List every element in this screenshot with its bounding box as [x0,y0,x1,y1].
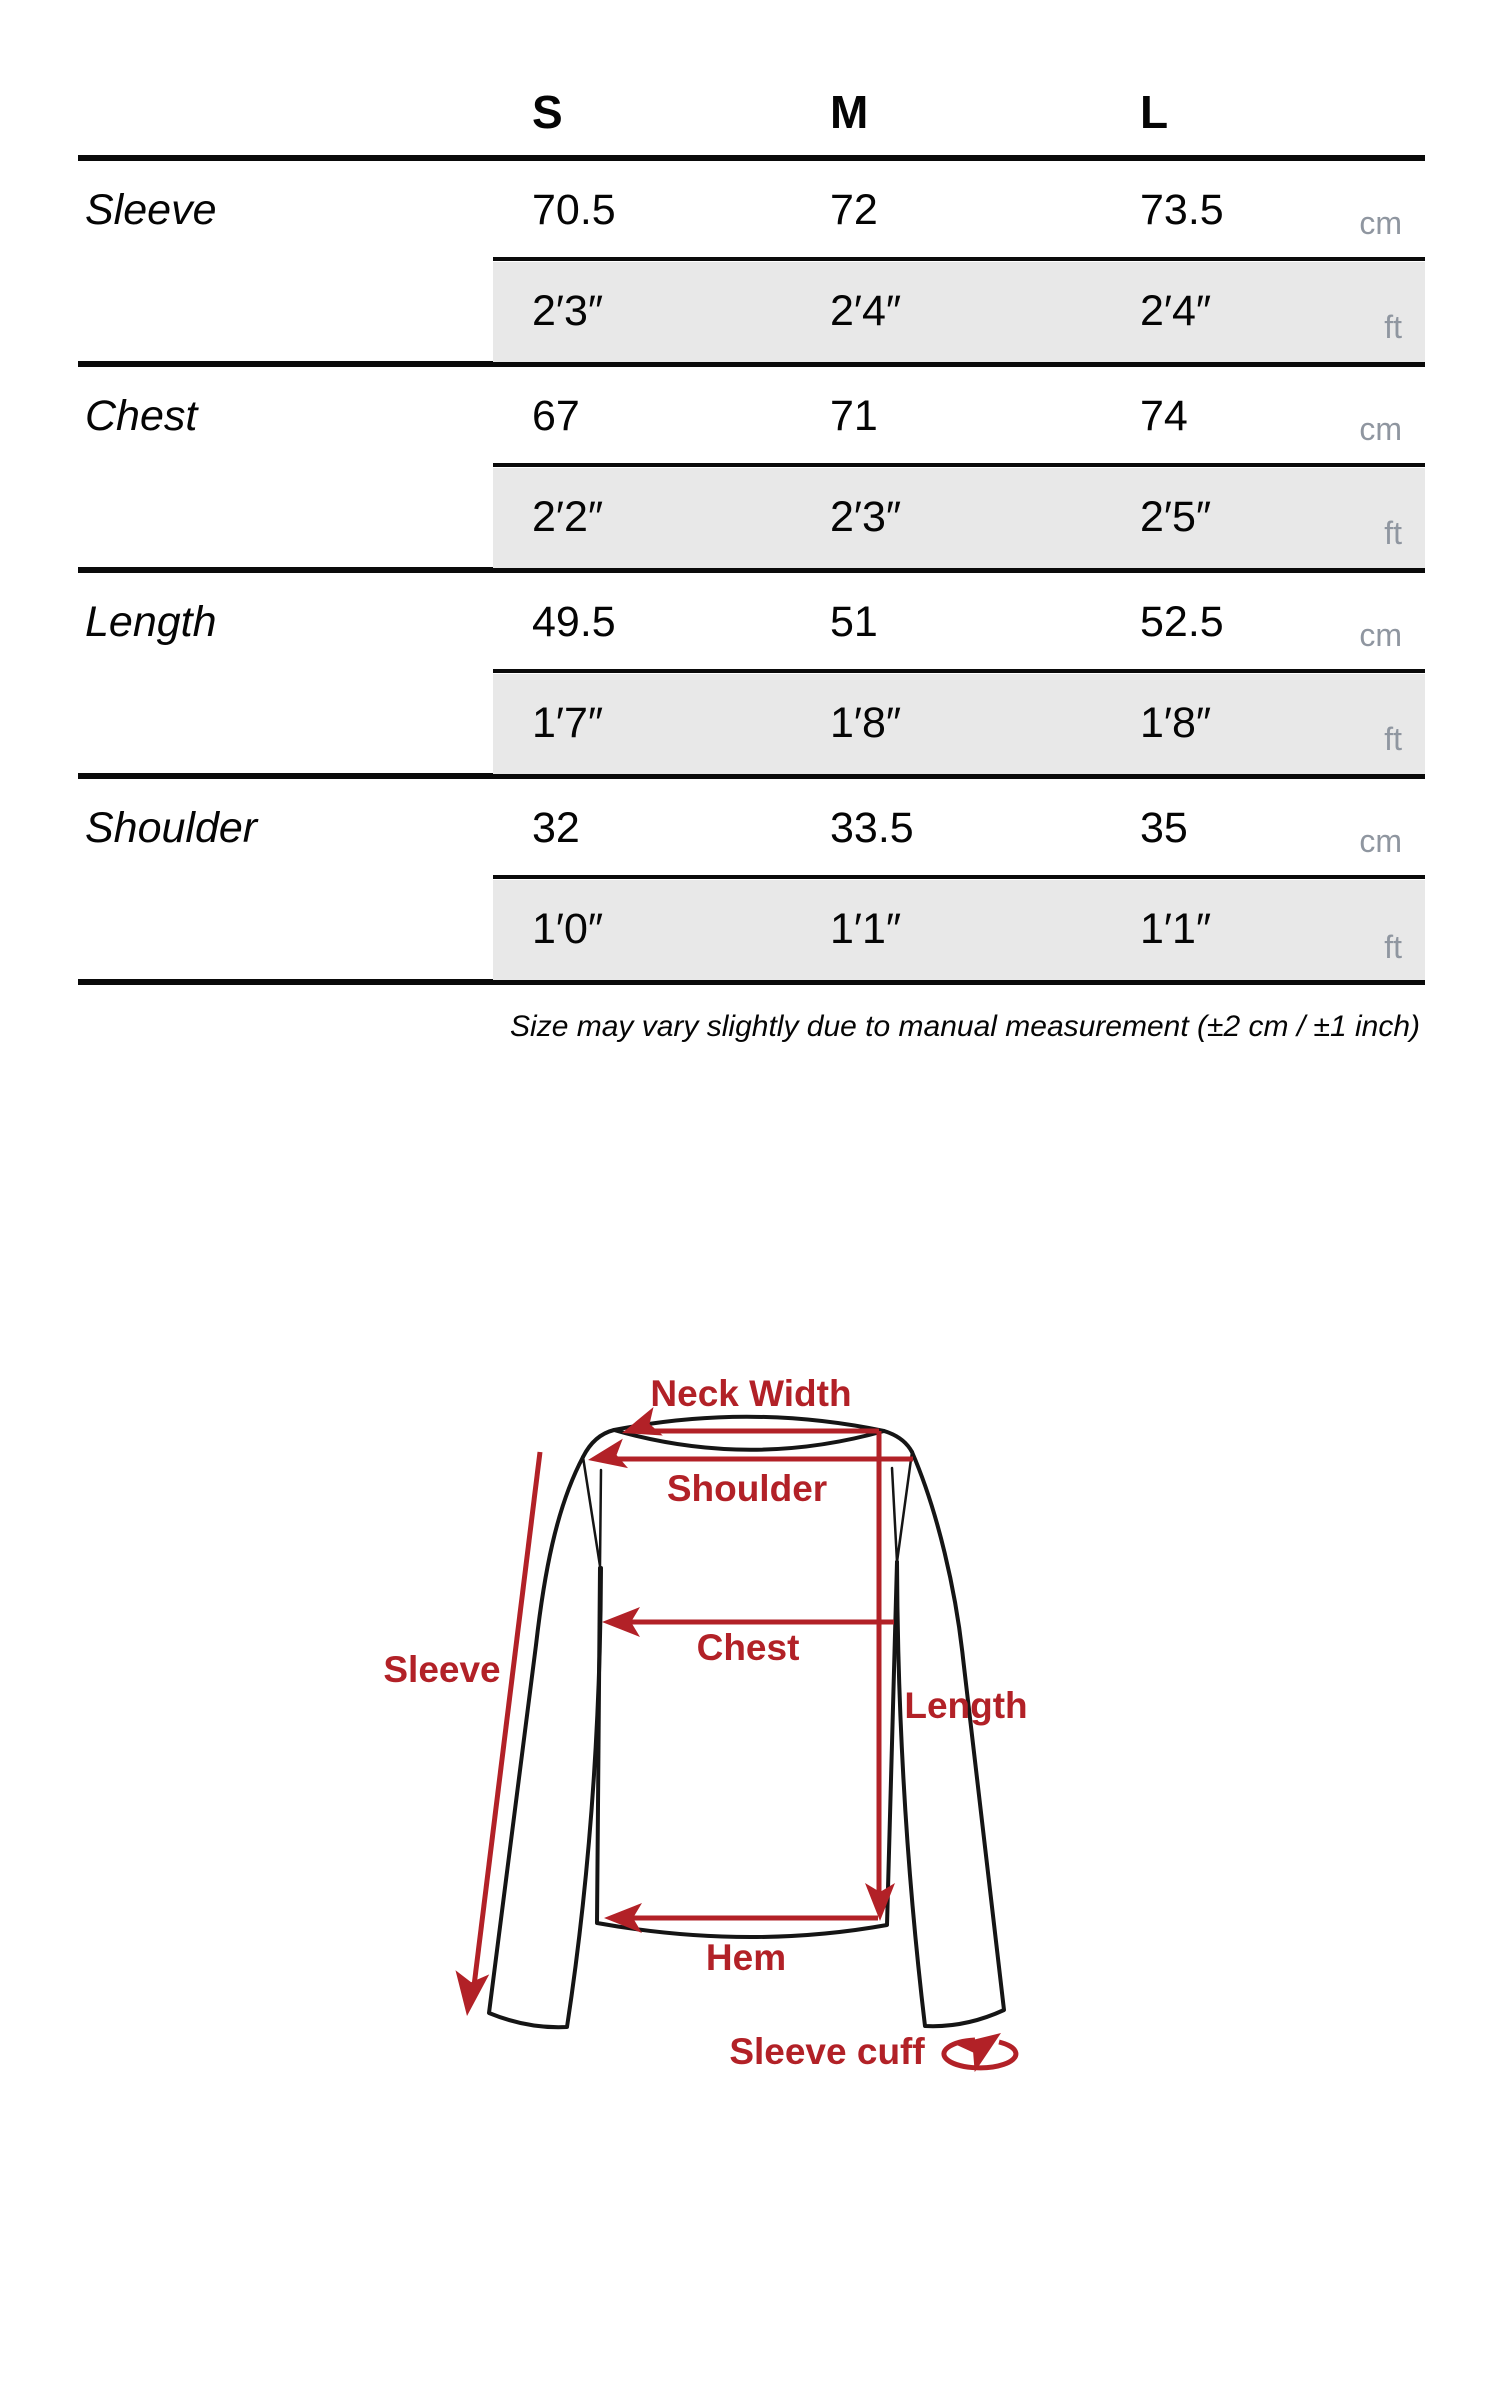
cell-shoulder-cm-l: 35 [1140,804,1188,852]
cell-chest-cm-s: 67 [532,392,580,440]
cell-length-ft-m: 1′8″ [830,699,902,747]
cell-shoulder-cm-m: 33.5 [830,804,914,852]
measurement-disclaimer: Size may vary slightly due to manual measurement (±2 cm / ±1 inch) [510,1010,1420,1043]
cell-chest-ft-s: 2′2″ [532,493,604,541]
sleeve-arrowhead-icon [450,1970,489,2018]
imperial-band [493,674,1425,774]
cell-length-ft-s: 1′7″ [532,699,604,747]
unit-label-ft: ft [1384,929,1402,965]
cell-shoulder-ft-s: 1′0″ [532,905,604,953]
cell-shoulder-cm-s: 32 [532,804,580,852]
unit-label-cm: cm [1359,411,1402,447]
unit-label-cm: cm [1359,205,1402,241]
cell-length-ft-l: 1′8″ [1140,699,1212,747]
cell-chest-ft-l: 2′5″ [1140,493,1212,541]
cell-length-cm-m: 51 [830,598,878,646]
table-subrule [493,669,1425,673]
imperial-band [493,468,1425,568]
cell-chest-cm-l: 74 [1140,392,1188,440]
table-subrule [493,257,1425,261]
garment-right-sleeve [897,1452,1004,2026]
label-shoulder: Shoulder [666,1468,828,1509]
unit-label-ft: ft [1384,309,1402,345]
garment-left-armhole-seam [583,1457,601,1566]
sleeve-measure-line [473,1452,540,1994]
cell-chest-cm-m: 71 [830,392,878,440]
label-hem: Hem [705,1937,787,1978]
unit-label-cm: cm [1359,823,1402,859]
row-label-sleeve: Sleeve [85,186,217,234]
row-label-shoulder: Shoulder [85,804,258,852]
cell-sleeve-ft-l: 2′4″ [1140,287,1212,335]
unit-label-ft: ft [1384,721,1402,757]
cell-sleeve-cm-l: 73.5 [1140,186,1224,234]
cell-chest-ft-m: 2′3″ [830,493,902,541]
label-sleeve-cuff: Sleeve cuff [729,2031,925,2072]
column-header-m: M [830,86,869,138]
table-subrule [493,875,1425,879]
cell-shoulder-ft-l: 1′1″ [1140,905,1212,953]
cell-length-cm-l: 52.5 [1140,598,1224,646]
garment-right-armhole-seam [892,1452,912,1562]
garment-diagram [0,1330,1500,2230]
table-rule [78,155,1425,161]
label-sleeve: Sleeve [383,1649,501,1690]
label-neck-width: Neck Width [650,1373,852,1414]
garment-body [597,1562,897,1937]
table-subrule [493,463,1425,467]
label-chest: Chest [696,1627,800,1668]
row-label-length: Length [85,598,217,646]
cell-sleeve-ft-s: 2′3″ [532,287,604,335]
column-header-l: L [1140,86,1169,138]
unit-label-cm: cm [1359,617,1402,653]
cell-shoulder-ft-m: 1′1″ [830,905,902,953]
row-label-chest: Chest [85,392,198,440]
label-length: Length [904,1685,1028,1726]
cell-sleeve-cm-s: 70.5 [532,186,616,234]
cell-length-cm-s: 49.5 [532,598,616,646]
column-header-s: S [532,86,563,138]
cell-sleeve-ft-m: 2′4″ [830,287,902,335]
imperial-band [493,880,1425,980]
cell-sleeve-cm-m: 72 [830,186,878,234]
unit-label-ft: ft [1384,515,1402,551]
imperial-band [493,262,1425,362]
